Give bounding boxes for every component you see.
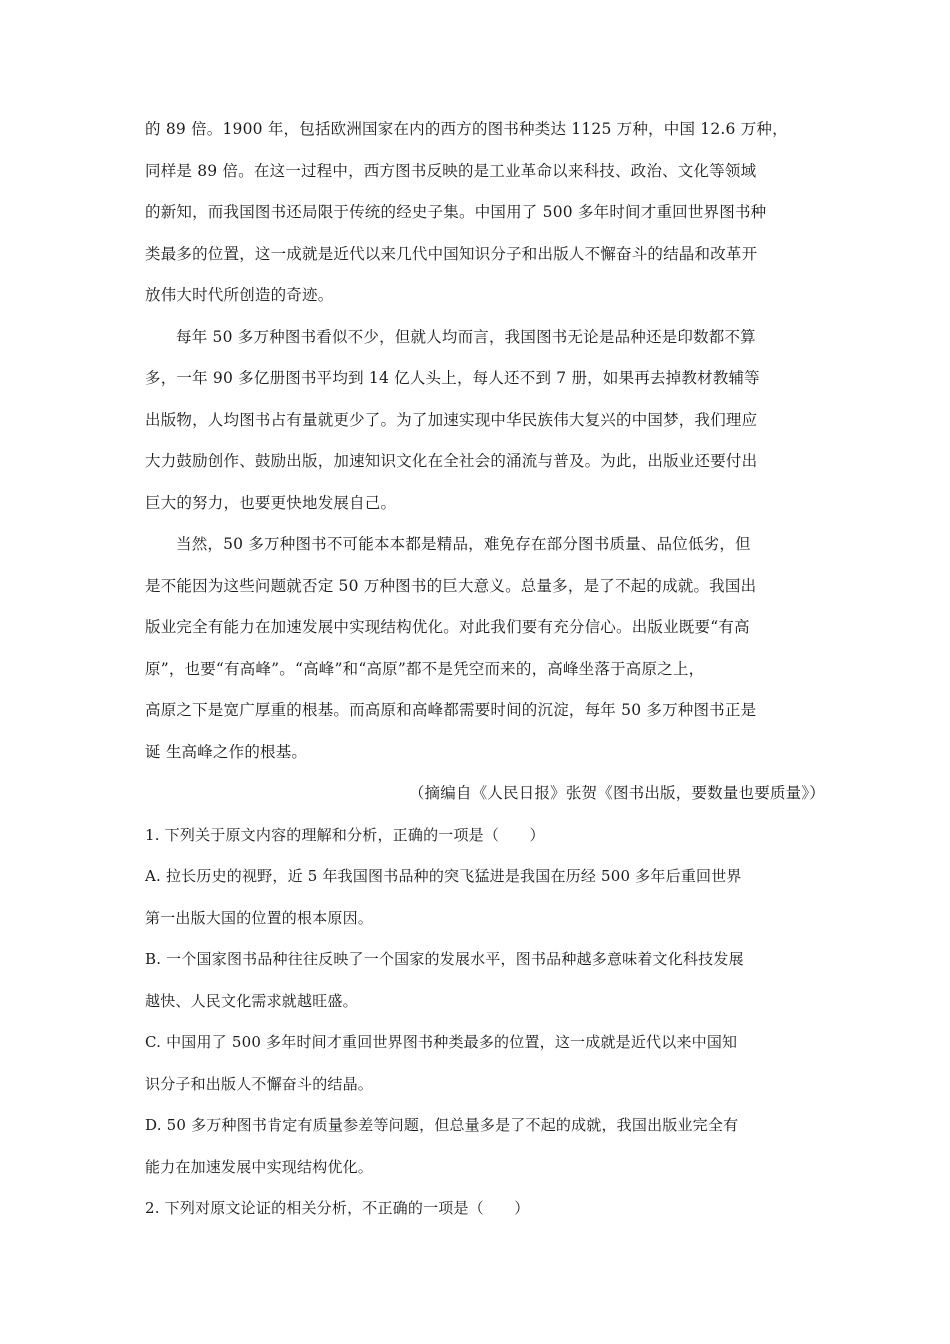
- paragraph-3: [145, 533, 813, 763]
- text-line: 的 89 倍。1900 年，包括欧洲国家在内的西方的图书种类达 1125 万种，中国 12.6 万种，: [145, 120, 788, 138]
- option-a-line-2: 第一出版大国的位置的根本原因。: [145, 908, 374, 927]
- text-line: 高原之下是宽广厚重的根基。而高原和高峰都需要时间的沉淀，每年 50 多万种图书正是: [145, 701, 757, 719]
- text-line: 每年 50 多万种图书看似不少，但就人均而言，我国图书无论是品种还是印数都不算: [176, 327, 756, 346]
- question-stem: 1. 下列关于原文内容的理解和分析，正确的一项是（ ）: [145, 825, 545, 844]
- option-c-line-1: C. 中国用了 500 多年时间才重回世界图书种类最多的位置，这一成就是近代以来中国知: [145, 1033, 738, 1051]
- option-c-line-2: 识分子和出版人不懈奋斗的结晶。: [145, 1074, 374, 1093]
- source-citation: （摘编自《人民日报》张贺《图书出版，要数量也要质量》）: [408, 784, 825, 802]
- text-line: 多，一年 90 多亿册图书平均到 14 亿人头上，每人还不到 7 册，如果再去掉教材教辅等: [145, 369, 760, 387]
- document-page: [145, 118, 825, 1239]
- paragraph-2: [145, 326, 813, 514]
- text-line: 类最多的位置，这一成就是近代以来几代中国知识分子和出版人不懈奋斗的结晶和改革开: [145, 244, 758, 263]
- text-line: 大力鼓励创作、鼓励出版，加速知识文化在全社会的涌流与普及。为此，出版业还要付出: [145, 452, 758, 470]
- question-1: [145, 824, 813, 1178]
- text-line: 的新知，而我国图书还局限于传统的经史子集。中国用了 500 多年时间才重回世界图书种: [145, 203, 767, 221]
- text-line: 巨大的努力，也要更快地发展自己。: [145, 493, 397, 512]
- question-2: [145, 1197, 813, 1219]
- option-d-line-2: 能力在加速发展中实现结构优化。: [145, 1157, 374, 1176]
- text-line: 放伟大时代所创造的奇迹。: [145, 286, 334, 304]
- option-b-line-2: 越快、人民文化需求就越旺盛。: [145, 991, 358, 1010]
- text-line: 原”，也要“有高峰”。“高峰”和“高原”都不是凭空而来的，高峰坐落于高原之上，: [145, 659, 705, 678]
- paragraph-1: [145, 118, 813, 306]
- option-d-line-1: D. 50 多万种图书肯定有质量参差等问题，但总量多是了不起的成就，我国出版业完全有: [145, 1116, 739, 1134]
- text-line: 版业完全有能力在加速发展中实现结构优化。对此我们要有充分信心。出版业既要“有高: [145, 618, 750, 636]
- option-b-line-1: B. 一个国家图书品种往往反映了一个国家的发展水平，图书品种越多意味着文化科技发展: [145, 950, 744, 968]
- question-stem: 2. 下列对原文论证的相关分析，不正确的一项是（ ）: [145, 1199, 530, 1217]
- text-line: 是不能因为这些问题就否定 50 万种图书的巨大意义。总量多，是了不起的成就。我国出: [145, 576, 757, 595]
- text-line: 诞 生高峰之作的根基。: [145, 742, 308, 761]
- text-line: 出版物，人均图书占有量就更少了。为了加速实现中华民族伟大复兴的中国梦，我们理应: [145, 410, 758, 429]
- text-line: 当然，50 多万种图书不可能本本都是精品，难免存在部分图书质量、品位低劣，但: [176, 535, 751, 553]
- option-a-line-1: A. 拉长历史的视野，近 5 年我国图书品种的突飞猛进是我国在历经 500 多年后重回世界: [145, 867, 742, 885]
- text-line: 同样是 89 倍。在这一过程中，西方图书反映的是工业革命以来科技、政治、文化等领域: [145, 161, 757, 180]
